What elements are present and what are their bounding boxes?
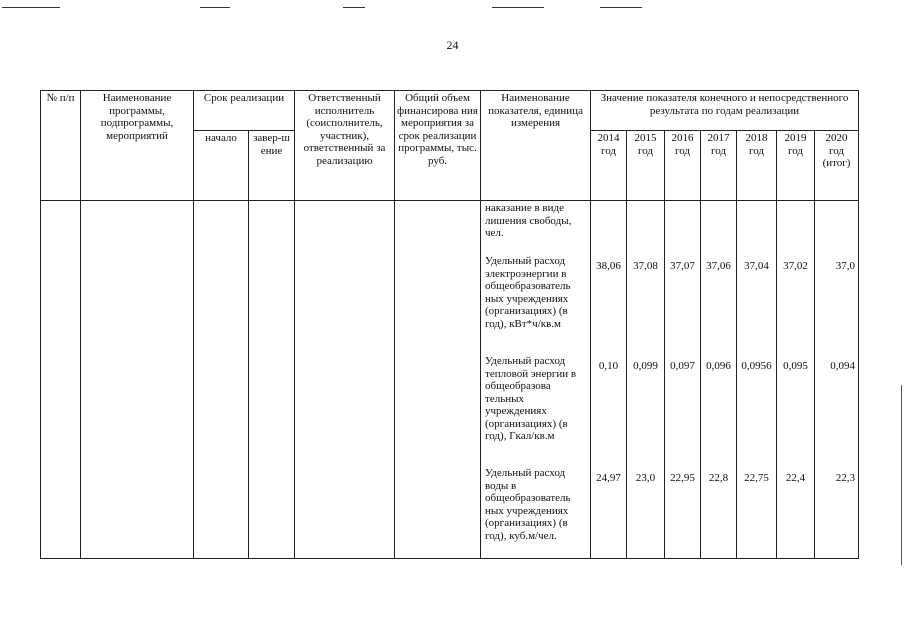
- value-cell: 22,3: [835, 472, 856, 484]
- header-year: 2020 год (итог): [815, 131, 859, 201]
- value-cell: 0,096: [706, 360, 731, 372]
- value-cell: 38,06: [596, 260, 621, 272]
- value-col-2017: [701, 201, 737, 559]
- value-cell: 0,095: [783, 360, 808, 372]
- page-number: 24: [446, 38, 459, 52]
- indicator-text: Удельный расход электроэнергии в общеобразователь ных учреждениях (организациях) (в год), кВт*ч/кв.м: [485, 255, 571, 330]
- header-executor: Ответственный исполнитель (соисполнитель, участник), ответственный за реализацию: [295, 91, 395, 201]
- value-cell: 22,75: [744, 472, 769, 484]
- executor-cell: [295, 201, 395, 559]
- value-cell: 0,10: [598, 360, 619, 372]
- header-funding: Общий объем финансирова ния мероприятия за срок реализации программы, тыс. руб.: [395, 91, 481, 201]
- header-name: Наименование программы, подпрограммы, мероприятий: [81, 91, 194, 201]
- value-cell: 23,0: [635, 472, 656, 484]
- start-cell: [194, 201, 249, 559]
- header-year: 2015 год: [627, 131, 665, 201]
- value-cell: 24,97: [596, 472, 621, 484]
- header-year: 2019 год: [777, 131, 815, 201]
- edge-line: [901, 385, 902, 565]
- indicator-cell: [481, 201, 591, 559]
- value-cell: 22,8: [708, 472, 729, 484]
- header-row: [41, 91, 859, 131]
- end-cell: [249, 201, 295, 559]
- top-rule: [200, 7, 230, 8]
- value-cell: 37,06: [706, 260, 731, 272]
- value-cell: 37,02: [783, 260, 808, 272]
- indicator-text: Удельный расход воды в общеобразователь ных учреждениях (организациях) (в год), куб.м/чел.: [485, 467, 571, 542]
- value-cell: 37,0: [835, 260, 856, 272]
- num-cell: [41, 201, 81, 559]
- value-col-2020: [815, 201, 859, 559]
- value-col-2015: [627, 201, 665, 559]
- table-row: [41, 201, 859, 559]
- value-cell: 0,099: [633, 360, 658, 372]
- top-rule: [343, 7, 365, 8]
- value-col-2016: [665, 201, 701, 559]
- indicator-text: Удельный расход тепловой энергии в общеобразова тельных учреждениях (организациях) (в год), Гкал/кв.м: [485, 355, 577, 442]
- value-cell: 22,95: [670, 472, 695, 484]
- name-cell: [81, 201, 194, 559]
- funding-cell: [395, 201, 481, 559]
- top-rule: [2, 7, 60, 8]
- program-table: [40, 90, 859, 559]
- top-rule: [492, 7, 544, 8]
- header-indicator: Наименование показателя, единица измерения: [481, 91, 591, 201]
- header-year: 2014 год: [591, 131, 627, 201]
- top-rule: [600, 7, 642, 8]
- header-start: начало: [194, 131, 249, 201]
- value-cell: 37,04: [744, 260, 769, 272]
- value-cell: 37,08: [633, 260, 658, 272]
- header-values: Значение показателя конечного и непосредственного результата по годам реализации: [591, 91, 859, 131]
- value-cell: 0,0956: [741, 360, 772, 372]
- value-cell: 0,097: [670, 360, 695, 372]
- header-period: Срок реализации: [194, 91, 295, 131]
- value-cell: 0,094: [830, 360, 856, 372]
- value-col-2014: [591, 201, 627, 559]
- header-year: 2016 год: [665, 131, 701, 201]
- value-col-2018: [737, 201, 777, 559]
- value-cell: 37,07: [670, 260, 695, 272]
- value-col-2019: [777, 201, 815, 559]
- value-cell: 22,4: [785, 472, 806, 484]
- header-year: 2017 год: [701, 131, 737, 201]
- indicator-text: наказание в виде лишения свободы, чел.: [485, 202, 572, 239]
- header-end: завер-шение: [249, 131, 295, 201]
- header-year: 2018 год: [737, 131, 777, 201]
- header-num: № п/п: [41, 91, 81, 201]
